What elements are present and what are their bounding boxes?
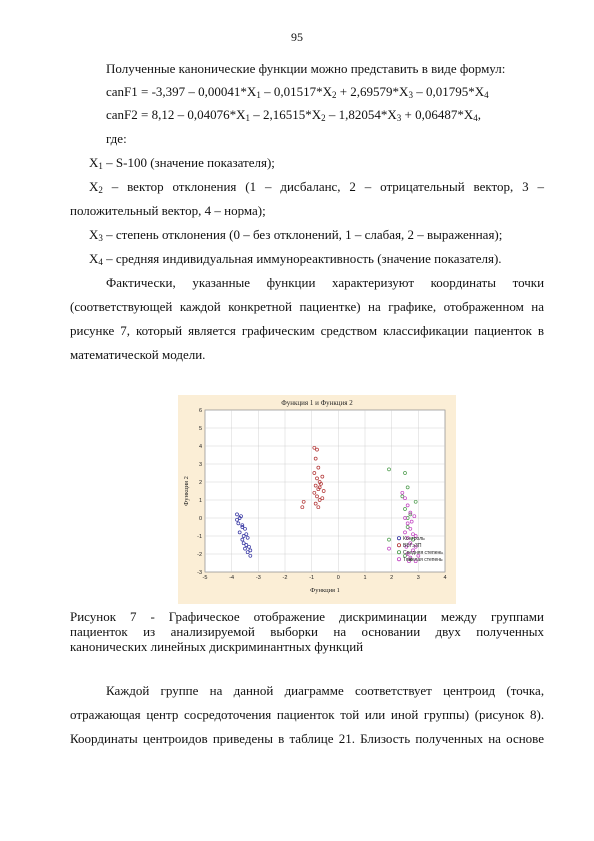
definition-x2-line2: положительный вектор, 4 – норма); <box>70 203 266 218</box>
legend-label: ВБГэЗП <box>403 543 422 549</box>
x-tick-label: -4 <box>229 575 235 581</box>
y-tick-label: 1 <box>198 498 202 504</box>
chart-title: Функция 1 и Функция 2 <box>281 399 353 407</box>
figure-caption-line2: пациенток из анализируемой выборки на основании двух полученных <box>70 624 544 639</box>
legend-label: Средняя степень <box>403 550 443 556</box>
formula-canf1: canF1 = $-3,397 - 0,00041*X_1 - 0,01517*X_2 + 2,69579*X_3 - 0,01795*X_4$ <box>106 84 489 100</box>
x-tick-label: -5 <box>202 575 208 581</box>
formula-canf2: canF2 = $8,12 - 0,04076*X_1 - 2,16515*X_2 - 1,82054*X_3 + 0,06487*X_4$, <box>106 107 482 123</box>
definition-x3: $X_3$ – степень отклонения (0 – без отклонений, 1 – слабая, 2 – выраженная); <box>89 227 503 243</box>
paragraph2-line2: отражающая центр сосредоточения пациенток той или иной группы) (рисунок 8). <box>70 707 545 722</box>
y-tick-label: 3 <box>198 462 202 468</box>
where-label: где: <box>106 131 127 146</box>
intro-line: Полученные канонические функции можно представить в виде формул: <box>106 61 506 76</box>
y-tick-label: 4 <box>198 444 202 450</box>
y-tick-label: 6 <box>198 408 202 414</box>
y-tick-label: 5 <box>198 426 202 432</box>
legend-label: Контроль <box>403 536 425 542</box>
x-axis-label: Функция 1 <box>310 587 340 594</box>
x-tick-label: -2 <box>282 575 288 581</box>
x-tick-label: -3 <box>255 575 261 581</box>
page-number: 95 <box>291 30 303 44</box>
figure-caption-line1: Рисунок 7 - Графическое отображение дискриминации между группами <box>70 609 544 624</box>
paragraph1-line3: рисунке 7, который является графическим средством классификации пациенток в <box>70 323 545 338</box>
y-tick-label: 2 <box>198 480 202 486</box>
discriminant-scatter-chart <box>178 395 456 604</box>
y-tick-label: -2 <box>197 552 202 558</box>
y-tick-label: -1 <box>197 534 202 540</box>
paragraph1-line4: математической модели. <box>70 347 206 362</box>
figure-caption-line3: канонических линейных дискриминантных функций <box>70 639 364 654</box>
x-tick-label: 1 <box>363 575 367 581</box>
y-tick-label: 0 <box>198 516 202 522</box>
paragraph2-line1: Каждой группе на данной диаграмме соответствует центроид (точка, <box>106 683 545 698</box>
x-tick-label: 3 <box>416 575 420 581</box>
figure-caption <box>70 609 544 654</box>
definition-x1: $X_1 - S-100$ (значение показателя); <box>89 155 275 171</box>
x-tick-label: -1 <box>309 575 315 581</box>
y-tick-label: -3 <box>197 570 202 576</box>
paragraph1-line1: Фактически, указанные функции характеризуют координаты точки <box>106 275 545 290</box>
x-tick-label: 4 <box>443 575 447 581</box>
paragraph1-line2: (соответствующей каждой конкретной пациентке) на графике, отображенном на <box>70 299 544 314</box>
paragraph2-line3: Координаты центроидов приведены в таблице 21. Близость полученных на основе <box>70 731 545 746</box>
y-axis-label: Функция 2 <box>183 476 190 506</box>
legend-label: Тяжелая степень <box>403 557 443 563</box>
x-tick-label: 0 <box>336 575 340 581</box>
definition-x4: $X_4$ – средняя индивидуальная иммунореактивность (значение показателя). <box>89 251 502 267</box>
definition-x2-line1: $X_2$ – вектор отклонения (1 – дисбаланс, 2 – отрицательный вектор, 3 – <box>89 179 545 195</box>
x-tick-label: 2 <box>390 575 394 581</box>
